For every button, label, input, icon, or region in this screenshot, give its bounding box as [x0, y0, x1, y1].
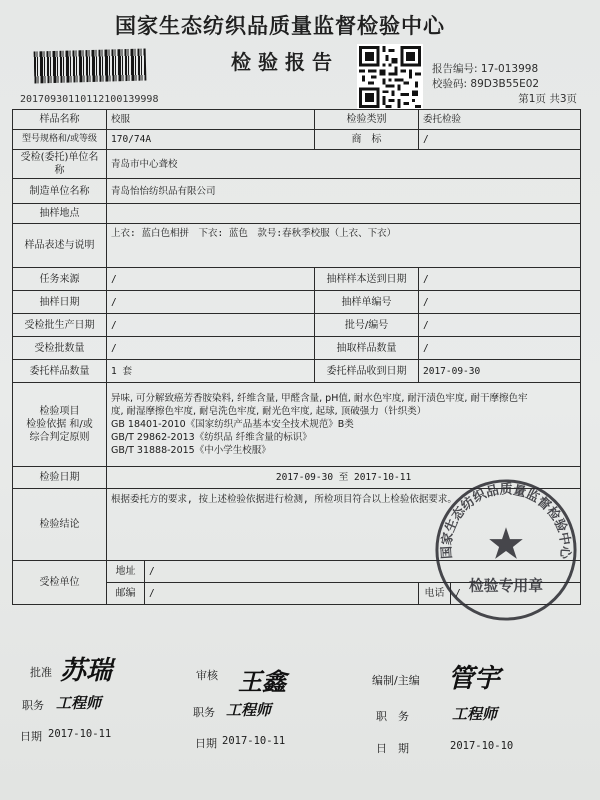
table-row: [13, 360, 581, 383]
sample-delivery-date: /: [419, 268, 581, 291]
sample-name: 校服: [107, 110, 315, 130]
items-line: GB/T 29862-2013《纺织品 纤维含量的标识》: [111, 432, 312, 443]
sampling-no-label: 抽样单编号: [315, 291, 419, 314]
table-row: [13, 291, 581, 314]
conclusion: 根据委托方的要求, 按上述检验依据进行检测, 所检项目符合以上检验依据要求。: [107, 489, 581, 561]
compile-title: 工程师: [452, 705, 498, 723]
table-row: [13, 314, 581, 337]
review-label: 审核: [196, 669, 218, 682]
brand-label: 商 标: [315, 130, 419, 150]
seal-ring-text: 国家生态纺织品质量监督检验中心: [439, 482, 573, 560]
address: /: [145, 561, 581, 583]
approve-date: 2017-10-11: [48, 728, 112, 740]
org-title: 国家生态纺织品质量监督检验中心: [115, 14, 445, 38]
check-code: [432, 77, 597, 92]
inspection-type: 委托检验: [419, 110, 581, 130]
items-label-line: 综合判定原则: [29, 432, 90, 443]
model-label: 型号规格和/或等级: [13, 130, 107, 150]
sample-delivery-date-label: 抽样样本送到日期: [315, 268, 419, 291]
table-row: [13, 224, 581, 268]
approve-signature: 苏瑞: [60, 656, 113, 686]
client: 青岛市中心聋校: [107, 150, 581, 179]
phone-label: 电话: [419, 583, 451, 605]
items-label: [13, 383, 107, 467]
postcode: /: [145, 583, 419, 605]
approve-label: 批准: [30, 666, 52, 679]
items-label-line: 检验依据 和/或: [26, 419, 93, 430]
compile-signature: 管宇: [448, 664, 501, 694]
client-label: [13, 150, 107, 179]
batch-qty-label: 受检批数量: [13, 337, 107, 360]
review-date-label: 日期: [195, 737, 217, 750]
review-date: 2017-10-11: [222, 735, 286, 747]
items-label-line: 检验项目: [39, 406, 80, 417]
table-row: [13, 204, 581, 224]
client-sample-qty: 1 套: [107, 360, 315, 383]
sample-qty: /: [419, 337, 581, 360]
manufacturer-label: 制造单位名称: [13, 179, 107, 204]
qr-code-icon: [357, 44, 423, 110]
report-number-label: 报告编号:: [432, 63, 478, 75]
table-row: [13, 383, 581, 467]
task-source-label: 任务来源: [13, 268, 107, 291]
table-row: [13, 337, 581, 360]
report-meta: [432, 62, 597, 107]
table-row: [13, 561, 581, 583]
conclusion-label: 检验结论: [13, 489, 107, 561]
check-code-label: 校验码:: [432, 78, 468, 90]
production-date: /: [107, 314, 315, 337]
received-date: 2017-09-30: [419, 360, 581, 383]
batch-no: /: [419, 314, 581, 337]
table-row: [13, 130, 581, 150]
inspection-type-label: 检验类别: [315, 110, 419, 130]
sampling-date-label: 抽样日期: [13, 291, 107, 314]
client-label-line: 称: [54, 165, 65, 176]
inspection-date-label: 检验日期: [13, 467, 107, 489]
inspected-unit-label: 受检单位: [13, 561, 107, 605]
inspection-items: [107, 383, 581, 467]
table-row: [13, 179, 581, 204]
production-date-label: 受检批生产日期: [13, 314, 107, 337]
approve-title-label: 职务: [22, 699, 44, 712]
items-line: 度, 耐湿摩擦色牢度, 耐皂洗色牢度, 耐光色牢度, 起球, 顶破强力（针织类）: [111, 406, 427, 417]
compile-date: 2017-10-10: [450, 740, 514, 752]
page-info: 第1页 共3页: [518, 93, 577, 105]
sampling-site: [107, 204, 581, 224]
report-number-value: 17-013998: [480, 63, 539, 75]
postcode-label: 邮编: [107, 583, 145, 605]
sample-name-label: 样品名称: [13, 110, 107, 130]
table-row: [13, 110, 581, 130]
address-label: 地址: [107, 561, 145, 583]
items-line: 异味, 可分解致癌芳香胺染料, 纤维含量, 甲醛含量, pH值, 耐水色牢度, 耐汗渍色牢度, 耐干摩擦色牢: [111, 393, 528, 404]
client-sample-qty-label: 委托样品数量: [13, 360, 107, 383]
check-code-value: 89D3B55E02: [470, 78, 540, 90]
client-label-line: 受检(委托)单位名: [20, 152, 99, 163]
phone: /: [451, 583, 581, 605]
compile-title-label: 职 务: [376, 710, 409, 723]
description: 上衣: 蓝白色相拼 下衣: 蓝色 款号:春秋季校服（上衣、下衣）: [107, 224, 581, 268]
signature-area: [0, 640, 600, 800]
seal-bottom-text: 检验专用章: [469, 577, 543, 595]
inspection-date: 2017-09-30 至 2017-10-11: [107, 467, 581, 489]
review-title: 工程师: [226, 701, 272, 719]
task-source: /: [107, 268, 315, 291]
batch-no-label: 批号/编号: [315, 314, 419, 337]
sample-qty-label: 抽取样品数量: [315, 337, 419, 360]
approve-title: 工程师: [56, 694, 102, 712]
compile-label: 编制/主编: [372, 674, 420, 687]
review-title-label: 职务: [193, 706, 215, 719]
table-row: [13, 150, 581, 179]
table-row: [13, 489, 581, 561]
brand: /: [419, 130, 581, 150]
compile-date-label: 日 期: [376, 742, 409, 755]
barcode-icon: [34, 49, 147, 84]
doc-title: 检验报告: [231, 50, 339, 74]
approve-date-label: 日期: [20, 730, 42, 743]
batch-qty: /: [107, 337, 315, 360]
barcode-number: 20170930110112100139998: [20, 94, 159, 105]
sampling-no: /: [419, 291, 581, 314]
table-row: [13, 268, 581, 291]
model: 170/74A: [107, 130, 315, 150]
report-number: [432, 62, 597, 77]
description-label: 样品表述与说明: [13, 224, 107, 268]
report-table: [12, 109, 581, 605]
review-signature: 王鑫: [238, 667, 286, 696]
manufacturer: 青岛怡怡纺织品有限公司: [107, 179, 581, 204]
received-date-label: 委托样品收到日期: [315, 360, 419, 383]
table-row: [13, 467, 581, 489]
items-line: GB/T 31888-2015《中小学生校服》: [111, 445, 271, 456]
sampling-date: /: [107, 291, 315, 314]
items-line: GB 18401-2010《国家纺织产品基本安全技术规范》B类: [111, 419, 354, 430]
sampling-site-label: 抽样地点: [13, 204, 107, 224]
